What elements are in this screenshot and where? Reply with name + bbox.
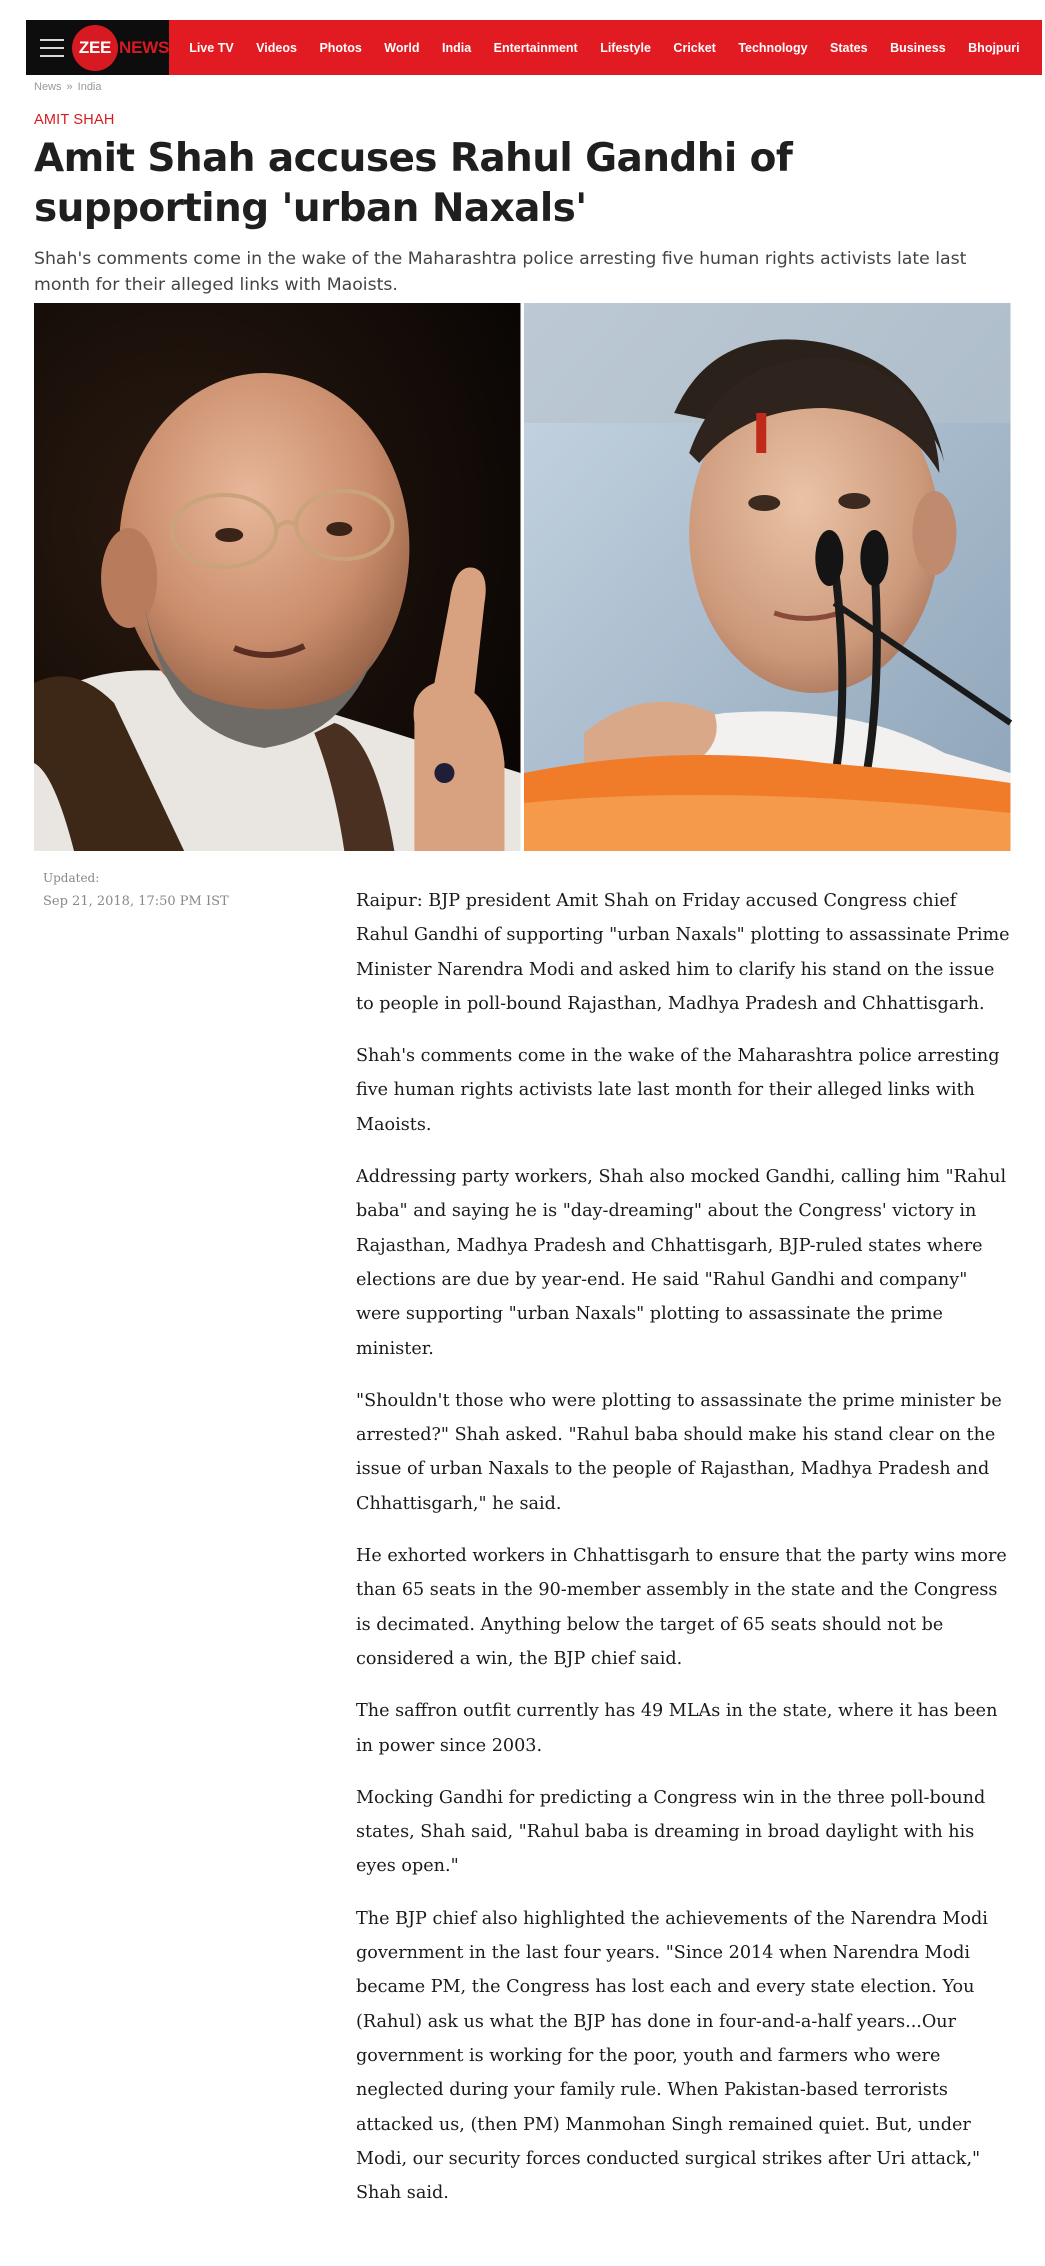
article-paragraph: "Shouldn't those who were plotting to assassinate the prime minister be arrested?" Shah asked. "Rahul baba should make his stand clear on the issue of urban Naxals to the people of Rajasthan, Madhya Pradesh and Chhattisgarh," he said. [356, 1390, 1002, 1514]
nav-link-states[interactable]: States [830, 40, 868, 55]
logo-zee: ZEE [72, 25, 118, 71]
updated-label: Updated: [43, 871, 100, 885]
article-category[interactable]: AMIT SHAH [34, 112, 115, 128]
article-summary: Shah's comments come in the wake of the Maharashtra police arresting five human rights activists late last month for their alleged links with Maoists. [34, 249, 967, 295]
breadcrumb-separator: » [66, 81, 73, 93]
article-paragraph: Raipur: BJP president Amit Shah on Friday accused Congress chief Rahul Gandhi of supporting "urban Naxals" plotting to assassinate Prime Minister Narendra Modi and asked him to clarify his stand on the issue to people in poll-bound Rajasthan, Madhya Pradesh and Chhattisgarh. [356, 891, 1010, 1014]
article-meta [43, 871, 229, 909]
site-logo[interactable] [72, 25, 169, 71]
top-navbar [26, 20, 1019, 75]
article-paragraph: The saffron outfit currently has 49 MLAs in the state, where it has been in power since 2003. [356, 1701, 998, 1756]
hero-image [34, 303, 1010, 851]
hero-photo-left [34, 303, 521, 851]
nav-links [169, 20, 1042, 75]
nav-link-entertainment[interactable]: Entertainment [493, 40, 578, 55]
breadcrumb [34, 81, 102, 93]
breadcrumb-india[interactable]: India [77, 81, 102, 93]
nav-link-bhojpuri[interactable]: Bhojpuri [968, 40, 1020, 55]
article-paragraph: Mocking Gandhi for predicting a Congress win in the three poll-bound states, Shah said, "Rahul baba is dreaming in broad daylight with his eyes open." [356, 1787, 986, 1877]
nav-link-photos[interactable]: Photos [319, 40, 362, 55]
nav-link-world[interactable]: World [384, 40, 420, 55]
nav-link-india[interactable]: India [441, 40, 472, 55]
hamburger-icon[interactable] [40, 39, 64, 57]
article-paragraph: He exhorted workers in Chhattisgarh to ensure that the party wins more than 65 seats in the 90-member assembly in the state and the Congress is decimated. Anything below the target of 65 seats should not be considered a win, the BJP chief said. [356, 1546, 1007, 1669]
article-body [356, 884, 1011, 2228]
updated-date: Sep 21, 2018, 17:50 PM IST [43, 894, 229, 909]
nav-link-business[interactable]: Business [890, 40, 946, 55]
article-paragraph: Addressing party workers, Shah also mocked Gandhi, calling him "Rahul baba" and saying he is "day-dreaming" about the Congress' victory in Rajasthan, Madhya Pradesh and Chhattisgarh, BJP-ruled states where elections are due by year-end. He said "Rahul Gandhi and company" were supporting "urban Naxals" plotting to assassinate the prime minister. [356, 1167, 1007, 1359]
nav-brand-area [26, 20, 169, 75]
nav-link-live-tv[interactable]: Live TV [189, 40, 234, 55]
nav-link-cricket[interactable]: Cricket [673, 40, 716, 55]
logo-news: NEWS [119, 37, 170, 57]
article-headline: Amit Shah accuses Rahul Gandhi of supporting 'urban Naxals' [34, 136, 793, 231]
nav-link-videos[interactable]: Videos [256, 40, 297, 55]
article-paragraph: Shah's comments come in the wake of the Maharashtra police arresting five human rights activists late last month for their alleged links with Maoists. [356, 1046, 1000, 1135]
breadcrumb-news[interactable]: News [34, 81, 62, 93]
hero-photo-right [524, 303, 1011, 851]
nav-link-lifestyle[interactable]: Lifestyle [600, 40, 651, 55]
article-paragraph: The BJP chief also highlighted the achievements of the Narendra Modi government in the last four years. "Since 2014 when Narendra Modi became PM, the Congress has lost each and every state election. You (Rahul) ask us what the BJP has done in four-and-a-half years...Our government is working for the poor, youth and farmers who were neglected during your family rule. When Pakistan-based terrorists attacked us, (then PM) Manmohan Singh remained quiet. But, under Modi, our security forces conducted surgical strikes after Uri attack," Shah said. [356, 1908, 988, 2204]
nav-link-technology[interactable]: Technology [738, 40, 808, 55]
